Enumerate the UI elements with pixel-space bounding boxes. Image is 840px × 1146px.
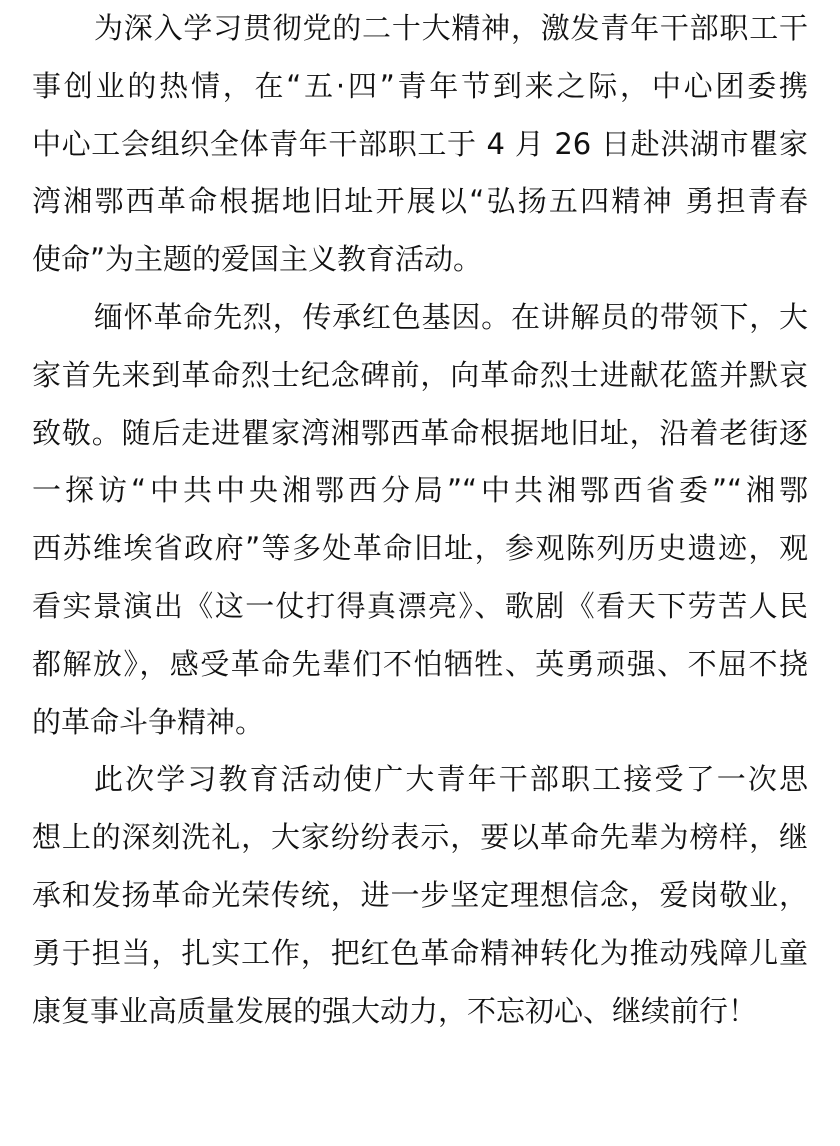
paragraph-intro [32, 0, 808, 289]
text-line: 缅怀革命先烈，传承红色基因。在讲解员的带领下，大 [94, 299, 808, 334]
text-line: 一探访“中共中央湘鄂西分局”“中共湘鄂西省委”“湘鄂 [32, 473, 808, 508]
text-line: 家首先来到革命烈士纪念碑前，向革命烈士进献花篮并默哀 [32, 357, 808, 392]
text-line: 中心工会组织全体青年干部职工于 4 月 26 日赴洪湖市瞿家 [32, 126, 808, 161]
text-line: 康复事业高质量发展的强大动力，不忘初心、继续前行！ [32, 993, 758, 1028]
text-line: 西苏维埃省政府”等多处革命旧址，参观陈列历史遗迹，观 [32, 531, 808, 566]
text-line: 此次学习教育活动使广大青年干部职工接受了一次思 [94, 762, 808, 797]
paragraph-conclusion [32, 751, 808, 1040]
text-line: 承和发扬革命光荣传统，进一步坚定理想信念，爱岗敬业， [32, 877, 808, 912]
text-line: 事创业的热情，在“五·四”青年节到来之际，中心团委携 [32, 68, 808, 103]
text-line: 为深入学习贯彻党的二十大精神，激发青年干部职工干 [94, 11, 808, 45]
text-line: 想上的深刻洗礼，大家纷纷表示，要以革命先辈为榜样，继 [32, 820, 808, 855]
text-line: 勇于担当，扎实工作，把红色革命精神转化为推动残障儿童 [32, 935, 808, 970]
text-line: 湾湘鄂西革命根据地旧址开展以“弘扬五四精神 勇担青春 [32, 184, 808, 219]
document-body [32, 0, 808, 1040]
text-line: 致敬。随后走进瞿家湾湘鄂西革命根据地旧址，沿着老街逐 [32, 415, 808, 450]
text-line: 的革命斗争精神。 [32, 704, 265, 739]
text-line: 都解放》，感受革命先辈们不怕牺牲、英勇顽强、不屈不挠 [32, 646, 808, 681]
paragraph-activity [32, 289, 808, 751]
text-line: 使命”为主题的爱国主义教育活动。 [32, 242, 483, 277]
text-line: 看实景演出《这一仗打得真漂亮》、歌剧《看天下劳苦人民 [32, 588, 808, 623]
